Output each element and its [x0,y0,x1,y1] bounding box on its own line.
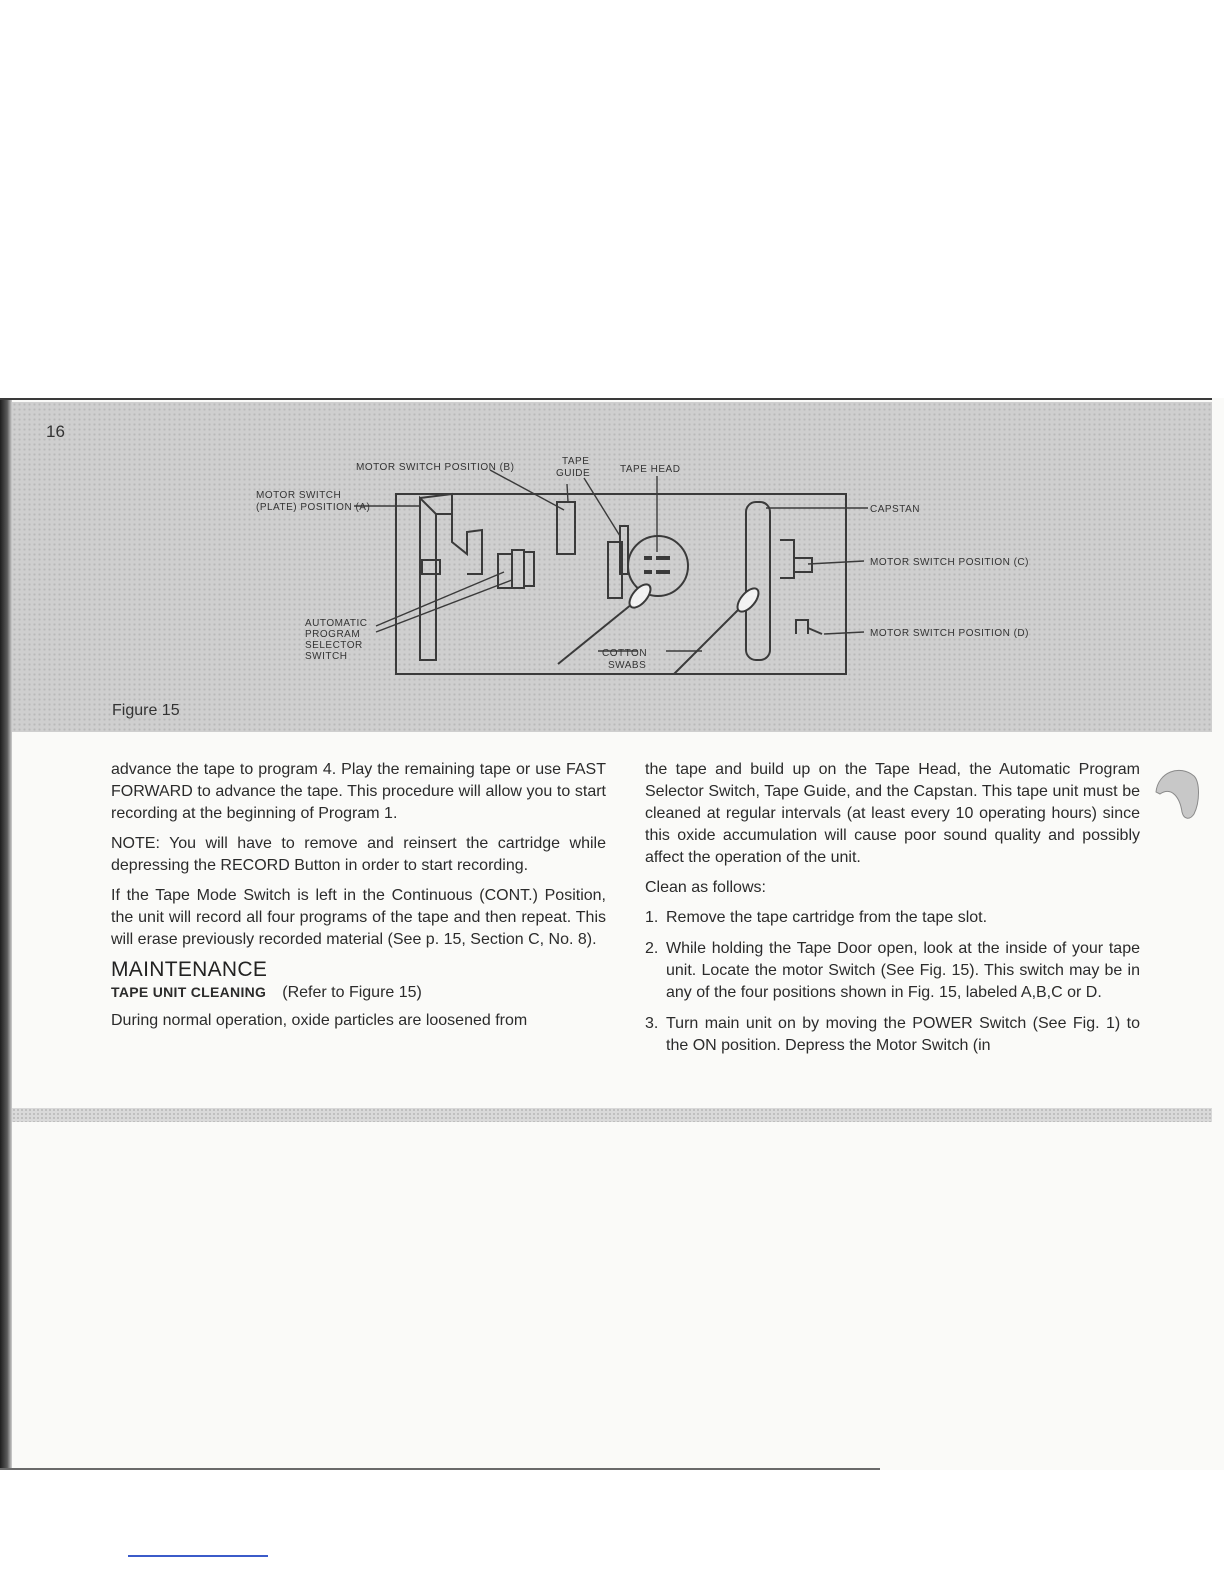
label-cotton-swabs-1: COTTON [602,648,648,659]
paragraph: If the Tape Mode Switch is left in the Continuous (CONT.) Position, the unit will record all four programs of the tape and then repeat. This will erase previously recorded material (See p. 15, Section C, No. 8). [111,887,606,948]
leader-motor-d [824,632,864,634]
selector-block-2 [512,550,524,588]
motor-switch-d-shape [796,620,822,634]
step-number: 1. [645,909,659,926]
label-tape-head: TAPE HEAD [620,464,681,475]
step-number: 2. [645,940,659,957]
head-gap-2 [656,556,670,560]
label-selector-3: SELECTOR [305,640,363,651]
head-gap-1 [644,556,652,560]
section-heading: MAINTENANCE [111,958,268,981]
page-number: 16 [46,422,65,441]
top-rule [0,398,1212,400]
leader-tape-head-roller [584,478,620,536]
tape-guide-shape [557,502,575,554]
step-number: 3. [645,1015,659,1032]
list-item [645,907,1140,929]
head-gap-4 [656,570,670,574]
binding-edge [0,398,12,1470]
label-tape-guide-2: GUIDE [556,468,591,479]
note-paragraph: NOTE: You will have to remove and reinsert the cartridge while depressing the RECORD Button in order to start recording. [111,835,606,874]
paragraph: During normal operation, oxide particles are loosened from [111,1012,528,1029]
subheading-row [111,981,606,1004]
label-cotton-swabs-2: SWABS [608,660,647,671]
right-text-column [645,759,1140,1066]
motor-switch-plate-shape [420,494,482,660]
label-motor-switch-b: MOTOR SWITCH POSITION (B) [356,462,515,473]
label-selector-1: AUTOMATIC [305,618,368,629]
footer-line [128,1555,268,1557]
thumb-mark-icon [1150,762,1202,822]
label-selector-2: PROGRAM [305,629,361,640]
paragraph: Clean as follows: [645,879,766,896]
bottom-rule [0,1468,880,1470]
label-capstan: CAPSTAN [870,504,920,515]
subheading: TAPE UNIT CLEANING [111,984,267,1000]
head-gap-3 [644,570,652,574]
paragraph: advance the tape to program 4. Play the remaining tape or use FAST FORWARD to advance the tape. This procedure will allow you to start recording at the beginning of Program 1. [111,761,606,822]
motor-switch-c-shape [780,540,812,578]
leader-motor-b [490,470,564,510]
left-text-column [111,759,606,1040]
label-motor-switch-c: MOTOR SWITCH POSITION (C) [870,557,1029,568]
step-text: Turn main unit on by moving the POWER Switch (See Fig. 1) to the ON position. Depress the Motor Switch (in [666,1015,1140,1054]
subheading-reference: (Refer to Figure 15) [282,984,422,1001]
list-item [645,1013,1140,1057]
label-tape-guide-1: TAPE [562,456,590,467]
step-text: While holding the Tape Door open, look at the inside of your tape unit. Locate the motor Switch (See Fig. 15). This switch may be in any of the four positions shown in Fig. 15, labeled A,B,C or D. [666,940,1140,1001]
cotton-swab-tip-2 [734,585,763,615]
capstan-shape [746,502,770,660]
label-motor-switch-a-1: MOTOR SWITCH [256,490,342,501]
paragraph: the tape and build up on the Tape Head, the Automatic Program Selector Switch, Tape Guide, and the Capstan. This tape unit must be cleaned at regular intervals (at least every 10 operating hours) since this oxide accumulation will cause poor sound quality and possibly affect the operation of the unit. [645,761,1140,866]
cleaning-steps-list [645,907,1140,1057]
label-selector-4: SWITCH [305,651,348,662]
bottom-texture-strip [12,1108,1212,1122]
figure-caption: Figure 15 [112,702,180,719]
step-text: Remove the tape cartridge from the tape slot. [666,909,988,926]
leader-tape-guide [567,484,568,502]
label-motor-switch-a-2: (PLATE) POSITION (A) [256,502,371,513]
list-item [645,938,1140,1004]
leader-motor-c [808,561,864,564]
cotton-swab-stick-2 [674,608,740,674]
tape-head-shape [628,536,688,596]
tape-unit-diagram [12,402,1212,732]
cotton-swab-tip-1 [626,581,655,611]
label-motor-switch-d: MOTOR SWITCH POSITION (D) [870,628,1029,639]
selector-block-3 [524,552,534,586]
selector-knob-shape [422,560,440,574]
